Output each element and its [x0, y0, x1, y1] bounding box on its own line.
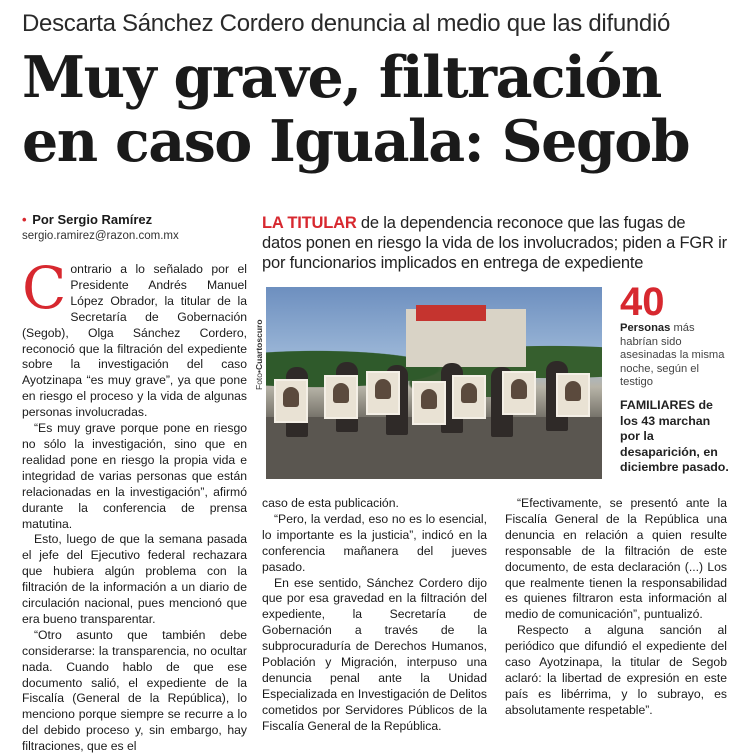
paragraph-1	[22, 254, 247, 421]
photo-poster	[502, 371, 536, 415]
stat-lead: Personas	[620, 322, 671, 334]
author-email: sergio.ramirez@razon.com.mx	[22, 230, 179, 242]
paragraph-3: Esto, luego de que la semana pasada el jefe del Ejecutivo federal rechazara que hubiera algún problema con la filtración de la información a un diario de circulación nacional, pues mencionó que era bueno transparentar.	[22, 532, 247, 626]
paragraph-6: En ese sentido, Sánchez Cordero dijo que por esa gravedad en la filtración del expediente, la Secretaría de Gobernación a través de la subprocuraduría de Derechos Humanos, Población y Migración, interpuso una denuncia penal ante la Unidad Especializada en Investigación de Delitos cometidos por Servidores Públicos de la Fiscalía General de la República.	[262, 575, 487, 733]
photo-poster	[324, 375, 358, 419]
paragraph-4-continued: caso de esta publicación.	[262, 496, 399, 510]
photo-poster	[412, 381, 446, 425]
photo-sign	[416, 305, 486, 321]
body-column-2	[262, 496, 487, 735]
photo-poster	[452, 375, 486, 419]
paragraph-1-text: ontrario a lo señalado por el Presidente Andrés Manuel López Obrador, la titular de la Secretaría de Gobernación (Segob), Olga Sánchez Cordero, reconoció que la filtración del expediente sobre la investigación del caso Ayotzinapa “es muy grave”, ya que pone en riesgo el proceso y la vida de algunas personas involucradas.	[22, 262, 247, 420]
paragraph-5: “Pero, la verdad, eso no es lo esencial, lo importante es la justicia”, indicó en la conferencia mañanera del jueves pasado.	[262, 511, 487, 574]
photo-credit	[254, 319, 264, 390]
byline-bullet: •	[22, 212, 27, 227]
photo-poster	[366, 371, 400, 415]
paragraph-7: “Efectivamente, se presentó ante la Fiscalía General de la República una denuncia en relación a quien resulte responsable de la filtración de este documento, de esta declaración (...) Los que realmente tienen la responsabilidad es quienes filtraron esta información al medio de comunicación”, puntualizó.	[505, 496, 727, 622]
deck	[262, 213, 728, 273]
photo-credit-prefix: Foto•	[254, 370, 264, 390]
kicker: Descarta Sánchez Cordero denuncia al medio que las difundió	[22, 10, 671, 37]
stat-number: 40	[620, 280, 665, 324]
news-photo	[266, 287, 602, 479]
photo-credit-name: Cuartoscuro	[254, 319, 264, 371]
photo-poster	[274, 379, 308, 423]
body-column-3	[505, 496, 727, 719]
deck-lead: LA TITULAR	[262, 214, 357, 232]
stat-text	[620, 322, 730, 390]
drop-cap: C	[22, 254, 67, 322]
photo-poster	[556, 373, 590, 417]
headline: Muy grave, filtración en caso Iguala: Segob	[22, 44, 690, 175]
byline	[22, 212, 152, 227]
paragraph-8: Respecto a alguna sanción al periódico que difundió el expediente del caso Ayotzinapa, la titular de Segob aclaró: la libertad de expresión en este país es libérrima, y lo subrayo, es absolutamente respetable”.	[505, 623, 727, 717]
deck-text: de la dependencia reconoce que las fugas de datos ponen en riesgo la vida de los involucrados; piden a FGR ir por funcionarios implicados en entrega de expediente	[262, 214, 727, 272]
byline-author: Por Sergio Ramírez	[32, 212, 153, 227]
paragraph-2: “Es muy grave porque pone en riesgo no sólo la investigación, sino que en realidad pone en riesgo la propia vida e integridad de varias personas que están relacionadas en la investigación”, afirmó durante la conferencia de prensa matutina.	[22, 421, 247, 531]
photo-caption: FAMILIARES de los 43 marchan por la desaparición, en diciembre pasado.	[620, 398, 729, 475]
stat-description: más habrían sido asesinadas la misma noche, según el testigo	[620, 322, 725, 389]
paragraph-4: “Otro asunto que también debe considerarse: la transparencia, no ocultar nada. Cuando hablo de que ese documento salió, el expediente de la Fiscalía (General de la República), lo menciono porque siempre se recurre a lo del debido proceso y, sin embargo, hay filtraciones, que es el	[22, 627, 247, 754]
body-column-1	[22, 254, 247, 755]
